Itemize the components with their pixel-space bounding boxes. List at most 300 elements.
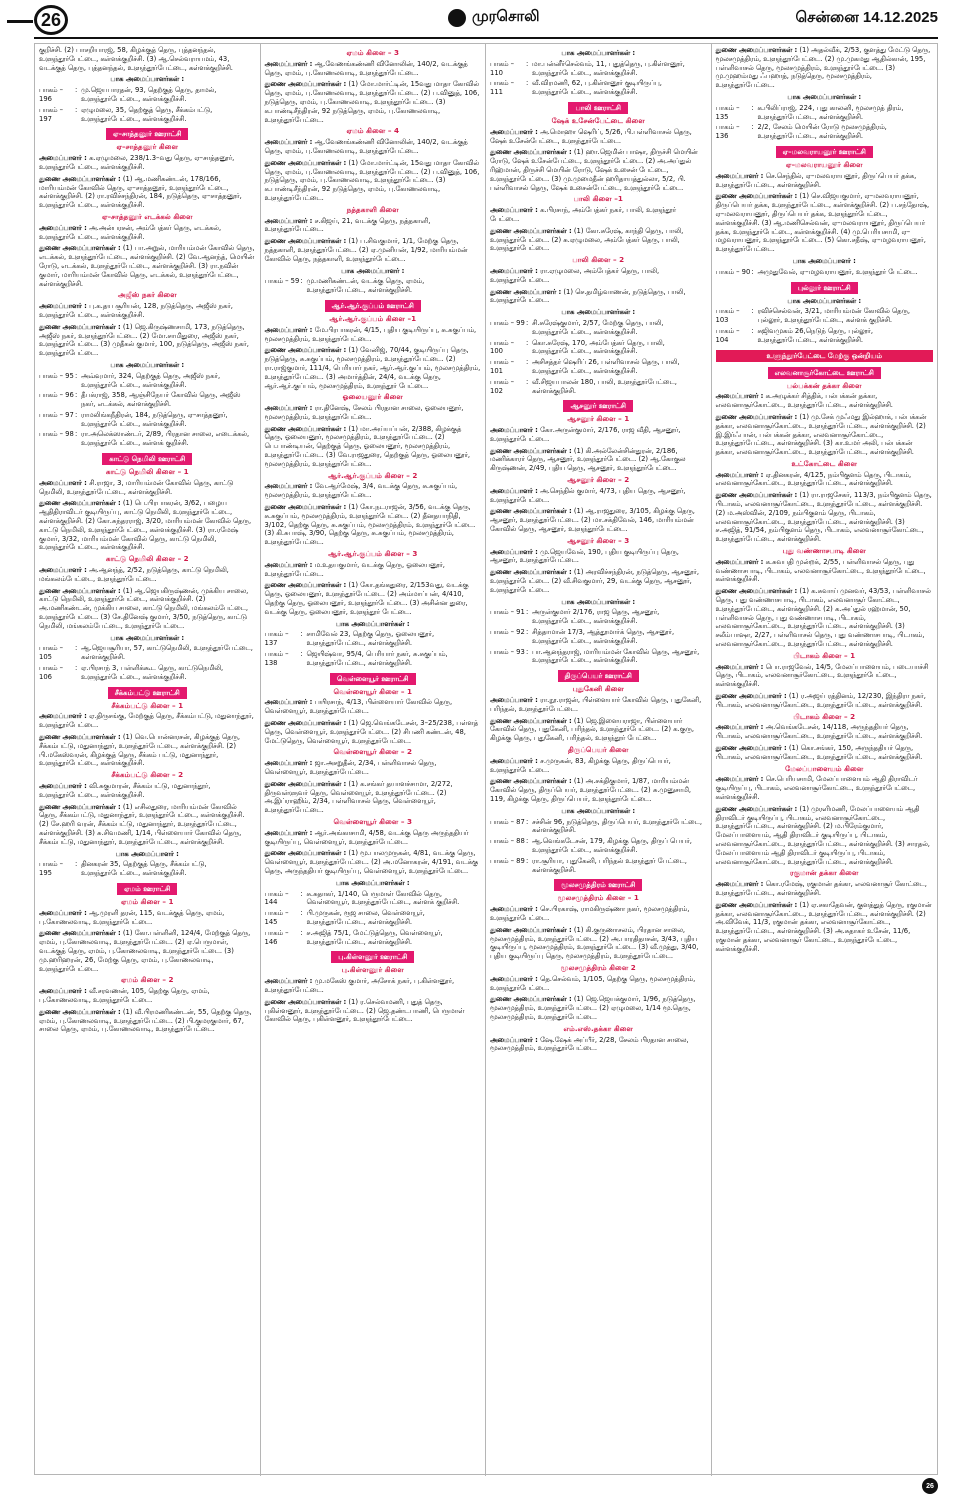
colon-separator: : <box>751 267 754 276</box>
booth-number: பாகம் – 91 <box>490 608 525 617</box>
panchayat-heading: ஏ–மலவராயனூர் ஊராட்சி <box>776 146 873 158</box>
member-details: (1) க.சங்கர் தயாளச்சாமா, 2/272, திருவள்ளுவர் தெரு, வெள்ளையூர், உளுந்தூர்பேட்டை. (2) அ.இப்ராஹிம், 2/34, பள்ளிவாசல் தெரு, வெள்ளையூர், உளுந்தூர்பேட்டை. <box>264 779 453 815</box>
booth-number: பாகம் – 111 <box>490 79 514 97</box>
member-details: (1) கோ.நடராஜன், 3/56, வடக்கு தெரு, சு.சுகுப்பம், மூலசமுத்திரம், உளுந்தூர்பேட்டை. (2) தீனதயாநிதி, 3/102, தெற்கு தெரு, சு.சுகுப்பம், மூலசமுத்திரம், உளுந்தூர்பேட்டை. (3) கி.சுபாஷ், 3/90, தெற்கு தெரு, சு.சுகுப்பம், மூலசமுத்திரம், உளுந்தூர்பேட்டை. <box>264 503 476 547</box>
member-details: அ.மொஹா ஷெரிப், 5/26, பி.பள்ளிவாசல் தெரு, ஷேக் உசேன்பேட்டை, உளுந்தூர்பேட்டை. <box>490 127 692 145</box>
member-details: பொ.ராஜவேல், 14/5, மேலப்பாளையம், படையாச்சி தெரு, பிடாகம், எலவனாசூர்கோட்டை, உளுந்தூர்பேட்டை, கள்ளக்குறிச்சி. <box>715 662 929 689</box>
article-columns <box>34 43 938 1475</box>
member-details: பயிரசாந், 4/13, பிள்ளையார் கோவில் தெரு, வெள்ளையூர், உளுந்தூர்பேட்டை. <box>264 698 453 716</box>
city-date: சென்னை 14.12.2025 <box>795 9 938 26</box>
branch-heading: பிடாகம் கிளை – 1 <box>793 650 856 660</box>
role-label: அமைப்பாளர் : <box>39 478 87 487</box>
role-label: அமைப்பாளர் : <box>490 974 538 983</box>
booth-number: பாகம் – 136 <box>715 123 740 141</box>
branch-heading: வெள்ளையூர் கிளை – 1 <box>333 686 412 696</box>
role-label: அமைப்பாளர் : <box>490 905 538 914</box>
branch-heading: திருப்பெயர் கிளை <box>568 745 629 754</box>
booth-organiser: மு.மணிகண்டன், வடக்கு தெரு, ஏமம், உளுந்தூர்பேட்டை, கள்ளக்குறிச்சி. <box>306 277 425 295</box>
member-details: (1) கொ.சங்கர், 150, அருந்ததியர் தெரு, பிடாகம், எலவனாசூர்கோட்டை, உளுந்தூர்பேட்டை, கள்ளக்குறிச்சி. <box>715 744 923 761</box>
member-entry <box>716 775 934 801</box>
role-label: துணை அமைப்பாளர்கள் : <box>39 1007 121 1016</box>
member-entry <box>716 558 934 584</box>
member-entry <box>39 46 256 72</box>
role-label: துணை அமைப்பாளர்கள் : <box>264 849 347 858</box>
colon-separator: : <box>526 837 529 846</box>
member-details: வீ.சரவணன், 105, தெற்கு தெரு, ஏமம், பு.கோணலவாடி, உளுந்தூர்பேட்டை. <box>39 987 210 1004</box>
colon-separator: : <box>75 860 78 869</box>
booth-number: பாகம் – 110 <box>490 59 514 77</box>
role-label: அமைப்பாளர் : <box>39 908 87 917</box>
member-entry <box>265 159 482 203</box>
role-label: துணை அமைப்பாளர்கள் : <box>39 802 121 811</box>
booth-organiser: சுஜிவமுகம் 26,நெடுந் தெரு, புல்லூர், உளுந்தூர்பேட்டை, கள்ளக்குறிச்சி. <box>757 326 873 344</box>
booth-entry <box>490 378 707 396</box>
branch-heading: ஓலையனூர் கிளை <box>342 392 403 402</box>
member-entry <box>716 663 934 689</box>
booth-organiser: ச.அஜித் 75/1, மேட்டுத்தெரு, வெள்ளையூர், உளுந்தூர்பேட்டை, கள்ளக்குறிச்சி. <box>306 928 443 946</box>
member-entry <box>39 929 256 973</box>
member-details: (1) ஏ.சகாதேவன், குளத்துத் தெரு, ரகுமான் தக்கா, எலவனாசூர்கோட்டை, உளுந்தூர்பேட்டை, கள்ளக்குறிச்சி. (2) அ.விவேக், 11/3, ரகுமான் தக்கா, எலவனாசூர்கோட்டை, உளுந்தூர்பேட்டை, கள்ளக்குறிச்சி. (3) அ.சுதாகர் உசேன், 11/6, ரகுமான் தக்கா, எலவனாசூர் கோட்டை, உளுந்தூர்பேட்டை, கள்ளக்குறிச்சி. <box>715 900 932 953</box>
member-entry <box>265 998 482 1024</box>
role-label: அமைப்பாளர் : <box>715 880 764 889</box>
booth-number: பாகம் – 146 <box>264 928 289 946</box>
colon-separator: : <box>526 817 529 826</box>
booth-entry <box>490 60 707 78</box>
member-entry <box>716 471 934 489</box>
colon-separator: : <box>526 377 529 386</box>
member-details: ம.உதயகுமார், வடக்கு தெரு, ஓலையனூர், உளுந்தூர்பேட்டை. <box>264 560 445 578</box>
colon-separator: : <box>300 630 303 639</box>
role-label: துணை அமைப்பாளர்கள் : <box>715 900 798 909</box>
member-details: செ.பிரகாஷ், ராமகிருஷ்ணா நகர், மூலசமுத்திரம், உளுந்தூர்பேட்டை. <box>490 905 690 922</box>
member-entry <box>39 175 256 210</box>
booth-organiser: கொ.சுரேஷ், 170, அம்பேத்கர் தெரு, பாலி, உளுந்தூர்பேட்டை, கள்ளக்குறிச்சி. <box>532 338 665 356</box>
branch-heading: ஆர்.ஆர்.குப்பம் கிளை – 3 <box>328 549 418 559</box>
booth-number: பாகம் – 90 <box>715 267 751 276</box>
booth-number: பாகம் – 102 <box>490 377 514 395</box>
member-details: மு.ஜெயவேல், 190, புதிய குடியிருப்பு தெரு, ஆசனூர், உளுந்தூர்பேட்டை. <box>490 547 679 565</box>
booth-organiser: அருள்குமார் 2/176, ராஜ தெரு, ஆசனூர், உளுந்தூர்பேட்டை, கள்ளக்குறிச்சி. <box>532 608 660 626</box>
colon-separator: : <box>526 358 529 367</box>
booth-entry <box>490 628 707 646</box>
member-details: (1) மு.சேக் முஃமது இல்ஹாக், பல்பக்கன் தக்கா, எலவனாசூர்கோட்டை, உளுந்தூர்பேட்டை, கள்ளக்குறிச்சி. (2) இ.இர்ஃபான், பல்பக்கன் தக்கா, எலவனாசூர்கோட்டை, உளுந்தூர்பேட்டை, கள்ளக்குறிச்சி. (3) கா.உமர் அலி, பல்பக்கன் தக்கா, எலவனாசூர்கோட்டை, உளுந்தூர்பேட்டை, கள்ளக்குறிச்சி. <box>715 412 927 457</box>
booth-entry <box>39 664 256 682</box>
booth-organiser: சித்தாமான் 17/3, ஆத்தூமார்க் தெரு, ஆசனூர், உளுந்தூர்பேட்டை, கள்ளக்குறிச்சி. <box>532 628 675 645</box>
member-details: (1) அ.சக்திகுமார், 1/87, மாரியம்மன் கோவில் தெரு, திருப்பெயர், உளுந்தூர்பேட்டை. (2) சு.முனுசாமி, 119, கிழக்கு தெரு, திருப்பெயர், உளுந்தூர்பேட்டை. <box>490 777 692 803</box>
member-details: க.பிரசாந், அம்பேத்கர் நகர், பாலி, உளுந்தூர் பேட்டை. <box>490 206 677 223</box>
member-entry <box>39 323 256 358</box>
panchayat-heading: ஆசனூர் ஊராட்சி <box>563 400 633 412</box>
colon-separator: : <box>75 664 78 673</box>
role-label: அமைப்பாளர் : <box>715 662 764 671</box>
booth-entry <box>39 411 256 429</box>
booth-entry <box>39 644 256 662</box>
member-entry <box>265 503 482 547</box>
member-entry <box>265 60 482 78</box>
booth-entry <box>490 339 707 357</box>
role-label: துணை அமைப்பாளர்கள் : <box>490 148 572 157</box>
member-details: ஆ.முரளி தரன், 115, வடக்குத் தெரு, ஏமம், பு.கோணலவாடி, உளுந்தூர்பேட்டை. <box>39 908 225 926</box>
member-details: ஷே.ஷேக் அப்பீர், 2/28, சேலம் பிரதான சாலை, மூலசமுத்திரம், உளுந்தூர்பேட்டை. <box>490 1035 689 1053</box>
branch-heading: காட்டு நெமிலி கிளை – 2 <box>105 554 189 564</box>
panchayat-heading: மூலசமுத்திரம் ஊராட்சி <box>554 879 642 891</box>
branch-heading: காட்டு நெமிலி கிளை – 1 <box>105 467 189 477</box>
section-label: பாக அமைப்பாளர்கள் : <box>561 308 636 317</box>
member-details: ரா.தினேஷ், சேலம் பிரதான சாலை, ஓலையனூர், மூலசமுத்திரம், உளுந்தூர்பேட்டை. <box>264 404 464 421</box>
booth-number: பாகம் – 95 <box>39 371 74 380</box>
role-label: அமைப்பாளர் : <box>715 392 764 401</box>
colon-separator: : <box>526 59 529 68</box>
booth-number: பாகம் – 101 <box>490 358 514 375</box>
role-label: அமைப்பாளர் : <box>264 482 313 491</box>
member-entry <box>490 757 707 775</box>
role-label: அமைப்பாளர் : <box>39 223 87 232</box>
role-label: துணை அமைப்பாளர்கள் : <box>490 568 572 577</box>
colon-separator: : <box>300 277 303 286</box>
booth-number: பாகம் – 87 <box>490 817 525 826</box>
role-label: அமைப்பாளர் : <box>490 426 538 435</box>
member-entry <box>265 759 482 777</box>
member-entry <box>716 46 934 90</box>
member-entry <box>490 206 707 224</box>
member-entry <box>716 192 934 254</box>
booth-organiser: அவ்வுமார், 324, தெற்குத் தெரு, அஜீஸ் நகர், உளுந்தூர்பேட்டை, கள்ளக்குறிச்சி. <box>81 371 221 389</box>
member-entry <box>265 80 482 124</box>
booth-organiser: பி.முருகன், ரூஜ சாலை, வெள்ளையூர், உளுந்தூர்பேட்டை, கள்ளக்குறிச்சி. <box>306 909 425 926</box>
role-label: துணை அமைப்பாளர்கள் : <box>264 237 347 246</box>
role-label: அமைப்பாளர் : <box>264 560 313 569</box>
member-details: தெ.செல்வம், 1/105, தெற்கு தெரு, மூலசமுத்திரம், உளுந்தூர்பேட்டை. <box>490 974 696 992</box>
member-details: (1) ஆ.ராஜதுரை, 3/105, கிழக்கு தெரு, ஆசனூர், உளுந்தூர்பேட்டை. (2) மா.சக்திவேல், 146, மாரியம்மன் கோவில் தெரு, ஆசனூர், உளுந்தூர்பேட்டை. <box>490 507 695 534</box>
branch-heading: மேலப்பாளையம் கிளை <box>785 763 864 773</box>
branch-heading: உட்கோட்டை கிளை <box>791 458 858 468</box>
member-details: ரா.ஏழுமலை, அம்பேத்கர் தெரு, பாலி, உளுந்தூர்பேட்டை. <box>490 266 660 284</box>
booth-entry <box>716 123 934 141</box>
member-details: (1) ஆ.மணிகண்டன், 178/166, மாரியம்மன் கோவில் தெரு, ஏ–சாத்தனூர், உளுந்தூர்பேட்டை, கள்ளக்குறிச்சி. (2) ரா.ரவிச்சந்திரன், 184, நடுத்தெரு, ஏ–சாத்தனூர், உளுந்தூர்பேட்டை, கள்ளக்குறிச்சி. <box>39 174 242 210</box>
booth-entry <box>39 430 256 448</box>
member-entry <box>490 1036 707 1054</box>
role-label: துணை அமைப்பாளர்கள் : <box>490 777 572 786</box>
booth-number: பாகம் – 59 <box>264 277 300 286</box>
member-details: வி.சுகுமாரன், சீக்கம்பட்டு, மதுனாந்தூர், உளுந்தூர்பேட்டை, கள்ளக்குறிச்சி. <box>39 781 211 799</box>
role-label: துணை அமைப்பாளர்கள் : <box>490 507 572 516</box>
member-details: மே.பிரபாகரன், 4/15, புதிய குடியிருப்பு, சு.சுகுப்பம், மூலசமுத்திரம், உளுந்தூர்பேட்டை. <box>264 325 477 343</box>
role-label: துணை அமைப்பாளர்கள் : <box>715 192 798 201</box>
role-label: அமைப்பாளர் : <box>264 977 313 986</box>
colon-separator: : <box>526 79 529 88</box>
branch-heading: புதுகேனி கிளை <box>572 684 625 694</box>
branch-heading: ஆசனூர் கிளை – 1 <box>567 414 630 424</box>
booth-organiser: அசிசத்தர் ஷெரிப் 26, பள்ளிவாசல் தெரு, பாலி, உளுந்தூர்பேட்டை, கள்ளக்குறிச்சி. <box>532 358 680 375</box>
section-label: பாக அமைப்பாளர்கள் : <box>335 878 410 887</box>
colon-separator: : <box>75 105 78 114</box>
booth-number: பாகம் – 96 <box>39 391 74 400</box>
booth-entry <box>265 909 482 927</box>
booth-entry <box>39 860 256 878</box>
booth-organiser: ஏழுமலை, 35, தெற்குத் தெரு, சீக்கம்பட்டு, உளுந்தூர்பேட்டை, கள்ளக்குறிச்சி. <box>81 105 213 123</box>
booth-organiser: சச்சின் 96, நடுத்தெரு, திருப்பெயர், உளுந்தூர்பேட்டை, கள்ளக்குறிச்சி. <box>532 817 703 835</box>
role-label: துணை அமைப்பாளர்கள் : <box>715 804 798 813</box>
member-entry <box>39 587 256 631</box>
role-label: துணை அமைப்பாளர்கள் : <box>264 80 347 89</box>
role-label: துணை அமைப்பாளர்கள் : <box>715 491 798 500</box>
role-label: துணை அமைப்பாளர்கள் : <box>39 499 121 508</box>
member-entry <box>490 128 707 146</box>
booth-entry <box>39 372 256 390</box>
branch-heading: ஆர்.ஆர்.குப்பம் கிளை – 2 <box>328 470 418 480</box>
member-entry <box>716 491 934 544</box>
member-entry <box>39 909 256 927</box>
member-entry <box>490 447 707 473</box>
column-3 <box>486 44 712 1476</box>
booth-organiser: வீ.விரமணி, 62, பு.கிள்ளனூர் குடியிருப்பு, உளுந்தூர்பேட்டை, கள்ளக்குறிச்சி. <box>532 79 662 97</box>
member-entry <box>265 404 482 422</box>
colon-separator: : <box>526 647 529 656</box>
member-details: ஆ.வேணங்கண்ணி வினோலின், 140/2, வடக்குத் தெரு, ஏமம், பு.கோணலவாடி, உளுந்தூர்பேட்டை. <box>264 59 468 77</box>
member-entry <box>490 487 707 505</box>
booth-organiser: 2/2, சேலம் மெயின் ரோடு மூலசமுத்திரம், உளுந்தூர்பேட்டை, கள்ளக்குறிச்சி. <box>757 123 887 141</box>
branch-heading: ஆர்.ஆர்.குப்பம் கிளை –1 <box>329 313 417 323</box>
branch-heading: ஏ–சாத்தனூர் கிளை <box>116 142 179 152</box>
member-details: (1) ஜெ.இளையராஜா, பிள்ளையார் கோவில் தெரு, புதுகேனி, பரிந்தல், உளுந்தூர்பேட்டை. (2) க.குரு, கிழக்கு தெரு, புதுகேனி, பரிந்தல், உளுந்தூர் பேட்டை. <box>490 716 695 743</box>
role-label: துணை அமைப்பாளர் : <box>490 287 562 296</box>
member-details: அ.வெங்கடேசன், 14/118, அருந்ததியர் தெரு, பிடாகம், எலவனாசூர்கோட்டை, உளுந்தூர்பேட்டை, கள்ளக்குறிச்சி. <box>715 723 923 741</box>
branch-heading: ஏமம் கிளை – 3 <box>346 48 399 57</box>
booth-number: பாகம் – 196 <box>39 86 63 103</box>
role-label: துணை அமைப்பாளர்கள் : <box>264 581 347 590</box>
role-label: துணை அமைப்பாளர் : <box>715 692 787 701</box>
panchayat-heading: ஏமம் ஊராட்சி <box>117 883 177 895</box>
colon-separator: : <box>751 103 754 112</box>
booth-organiser: சு.சுதாகர், 1/140, பெருமாள் கோவில் தெரு, வெள்ளையூர், உளுந்தூர்பேட்டை, கள்ளக் குறிச்சி. <box>306 889 460 907</box>
member-entry <box>716 723 934 741</box>
branch-heading: ஏமம் கிளை – 1 <box>121 896 174 906</box>
branch-heading: ஆசனூர் கிளை – 3 <box>567 535 630 545</box>
role-label: துணை அமைப்பாளர்கள் : <box>39 322 121 331</box>
member-details: (1) பா.அறுல், மாரியம்மன் கோவில் தெரு, எடக்கல், உளுந்தூர்பேட்டை, கள்ளக்குறிச்சி. (2) வே.ஆனந்த், மெயின் ரோடு, எடக்கல், உளுந்தூர்பேட்டை, கள்ளக்குறிச்சி. (3) ரா.நவின் குமார், மாரியம்மன் கோவில் தெரு, எடக்கல், உளுந்தூர்பேட்டை, கள்ளக்குறிச்சி. <box>39 244 255 288</box>
colon-separator: : <box>526 856 529 865</box>
booth-organiser: ரா.அலெக்ஸாண்டர், 2/89, பிரதான சாலை, எடைக்கல், உளுந்தூர்பேட்டை, கள்ளக் குறிச்சி. <box>81 430 250 448</box>
column-2 <box>261 44 487 1476</box>
panchayat-heading: எலவனாசூர்கோட்டை ஊராட்சி <box>768 367 881 379</box>
booth-entry <box>490 857 707 875</box>
booth-entry <box>490 358 707 376</box>
colon-separator: : <box>300 909 303 918</box>
role-label: துணை அமைப்பாளர்கள் : <box>490 716 572 725</box>
section-label: பாக அமைப்பாளர்கள் : <box>787 92 862 101</box>
footer-page-number: 26 <box>922 1478 938 1494</box>
booth-number: பாகம் – 99 <box>490 318 525 327</box>
booth-organiser: மா.பன்னீர்செல்வம், 11, புதுத்தெரு, பு.கிள்ளனூர், உளுந்தூர்பேட்டை, கள்ளக்குறிச்சி. <box>532 59 685 77</box>
role-label: அமைப்பாளர் : <box>264 828 313 837</box>
booth-entry <box>39 391 256 409</box>
booth-number: பாகம் – 97 <box>39 410 74 419</box>
member-entry <box>39 987 256 1005</box>
member-details: ச.கிஜய், 21, வடக்கு தெரு, நத்தகாளி, உளுந்தூர்பேட்டை. <box>264 216 431 234</box>
colon-separator: : <box>526 628 529 637</box>
member-entry <box>39 712 256 730</box>
role-label: அமைப்பாளர் : <box>490 486 538 495</box>
role-label: அமைப்பாளர் : <box>39 302 87 311</box>
member-details: (1) கோ.சுரேஷ், காந்தி தெரு, பாலி, உளுந்தூர்பேட்டை. (2) சு.ஏழுமலை, அம்பேத்கர் தெரு, பாலி, உளுந்தூர்பேட்டை. <box>490 226 684 253</box>
booth-organiser: தீபக்ராஜ், 358, ஆஞ்சிநேயர் கோவில் தெரு, அஜீஸ் நகர், எடக்கல், கள்ளக்குறிச்சி. <box>81 391 241 409</box>
member-details: (1) ஜெ.வெங்கடேசன், 3–25/238, பள்ளத் தெரு, வெள்ளையூர், உளுந்தூர்பேட்டை. (2) சிபணி கண்டன், 48, மேட்டுதெரு, வெள்ளையூர், உளுந்தூர்பேட்டை. <box>264 719 479 745</box>
member-entry <box>265 698 482 716</box>
branch-heading: ஆசனூர் கிளை – 2 <box>567 475 630 485</box>
branch-heading: ஏ–மலவராயனூர் கிளை <box>785 159 863 169</box>
booth-number: பாகம் – 104 <box>715 326 740 344</box>
role-label: அமைப்பாளர் : <box>39 781 87 790</box>
member-details: (1) கி.அல்லேன்சின்துரன், 2/186, மணிக்காரர் தெரு, ஆசனூர், உளுந்தூர்பேட்டை. (2) ஆ.கோகுல கிருஷ்ணன், 2/49, புதிய தெரு, ஆசனூர், உளுந்தூர்பேட்டை. <box>490 446 686 473</box>
member-entry <box>39 566 256 584</box>
member-details: (1) வெ.பொன்னரசன், கிழக்குத் தெரு, சீக்கம்பட்டு, மதுனாந்தூர், உளுந்தூர்பேட்டை, கள்ளக்குறிச்சி. (2) பி.மகேஸ்வரன், கிழக்குத் தெரு, சீக்கம் பட்டு, மதுனாந்தூர், உளுந்தூர்பேட்டை, கள்ளக்குறிச்சி. <box>39 733 241 768</box>
member-details: (1) ஜெ.ஜெயக்குமார், 1/96, நடுத்தெரு, மூலசமுத்திரம், உளுந்தூர்பேட்டை. (2) ஏழுமலை, 1/14 மூ.தெரு, மூலசமுத்திரம், உளுந்தூர்பேட்டை. <box>490 995 696 1021</box>
role-label: அமைப்பாளர் : <box>490 127 538 136</box>
member-details: கோ.அருள்குமார், 2/176, ராஜ வீதி, ஆசனூர், உளுந்தூர்பேட்டை. <box>490 426 681 443</box>
section-label: பாக அமைப்பாளர்கள் : <box>110 75 185 84</box>
member-entry <box>490 777 707 803</box>
role-label: துணை அமைப்பாளர்கள் : <box>264 779 347 788</box>
role-label: அமைப்பாளர் : <box>490 756 538 765</box>
booth-organiser: ஏ.பிரசாந் 3, பள்ளிக்கூட தெரு, காட்டுநெமிலி, உளுந்தூர்பேட்டை, கள்ளக்குறிச்சி. <box>81 664 224 681</box>
member-entry <box>39 1008 256 1034</box>
member-details: (1) வீ.பிரமணிகண்டன், 55, தெற்கு தெரு, ஏமம், பு.கோணலவாடி, உளுந்தூர்பேட்டை. (2) பி.குமரகுமார், 67, சாலை தெரு, ஏமம், பு.கோணலவாடி, உளுந்தூர்பேட்டை. <box>39 1007 252 1034</box>
booth-number: பாகம் – 100 <box>490 338 514 356</box>
booth-entry <box>490 79 707 97</box>
member-entry <box>716 413 934 457</box>
colon-separator: : <box>751 326 754 335</box>
member-details: கொ.ரமேஷ், ரகுமான் தக்கா, எலவனாசூர் கோட்டை, உளுந்தூர்பேட்டை, கள்ளக்குறிச்சி. <box>715 880 927 897</box>
booth-organiser: சி.சுரேஷ்குமார், 2/57, மேற்கு தெரு, பாலி, உளுந்தூர்பேட்டை, கள்ளக்குறிச்சி. <box>532 318 664 336</box>
role-label: துணை அமைப்பாளர்கள் : <box>490 226 572 235</box>
member-details: (1) ஹா.ஜெமின் பாஷா, திருச்சி மெயின் ரோடு, ஷேக் உசேன்பேட்டை, உளுந்தூர்பேட்டை. (2) அ.அப்துல் ரிஹ்மான், திருச்சி மெயின் ரோடு, ஷேக் உசைன் பேட்டை, உளுந்தூர்பேட்டை. (3) மு.முமைதீன் ஹரிதாயத்துல்லா, 5/2, பி. பள்ளிவாசல் தெரு, ஷேக் உசைன்பேட்டை, உளுந்தூர்பேட்டை. <box>490 148 698 192</box>
booth-entry <box>39 106 256 124</box>
member-details: (1) மோ.மார்ட்டின், 15வது மாதா கோவில் தெரு, ஏமம், பு.கோணலவாடி, உளுந்தூர்பேட்டை. (2) ப.வினுத், 106, நடுத்தெரு, ஏமம், பு.கோணலவாடி, உளுந்தூர்பேட்டை. (3) க.பாண்டிசீந்திரன், 92 நடுத்தெரு, ஏமம், பு.கோணலவாடி, உளுந்தூர்பேட்டை. <box>264 80 480 124</box>
member-details: (1) அரவிச்சந்திரன், நடுத்தெரு, ஆசனூர், உளுந்தூர்பேட்டை. (2) வீ.சிவகுமார், 29, வடக்கு தெரு, ஆசனூர், உளுந்தூர்பேட்டை. <box>490 568 699 594</box>
member-entry <box>490 568 707 594</box>
member-entry <box>265 849 482 875</box>
role-label: அமைப்பாளர் : <box>39 154 87 163</box>
colon-separator: : <box>300 650 303 659</box>
member-entry <box>39 302 256 320</box>
booth-organiser: பா.ஆனந்தராஜ், மாரியம்மன் கோவில் தெரு, ஆசனூர், உளுந்தூர்பேட்டை, கள்ளக்குறிச்சி. <box>532 647 700 665</box>
branch-heading: ரகுமான் தக்கா கிளை <box>790 868 859 878</box>
booth-organiser: ரவிச்செல்வன், 3/21, மாரியம்மன் கோவில் தெரு, புல்லூர், உளுந்தூர்பேட்டை, கள்ளக் குறிச்சி. <box>757 307 911 325</box>
member-entry <box>490 975 707 993</box>
header-rule <box>34 37 938 39</box>
member-entry <box>716 901 934 954</box>
role-label: துணை அமைப்பாளர்கள் : <box>490 446 572 455</box>
booth-organiser: ரா.சூரியா, புதுகேனி, பரிந்தல் உளுந்தூர் பேட்டை, கள்ளக்குறிச்சி. <box>532 856 687 874</box>
member-details: (1) ஜெ.கிருஷ்ணசாமி, 173, நடுத்தெரு, அஜீஸ் நகர், உளுந்தூர்பேட்டை. (2) மோ.சாமிதுரை, அஜீஸ் நகர், உளுந்தூர்பேட்டை. (3) முதீகல் குமார், 100, நடுத்தெரு, அஜீஸ் நகர், உளுந்தூர்பேட்டை. <box>39 322 249 358</box>
branch-heading: பாலி கிளை – 2 <box>572 255 625 265</box>
branch-heading: பல்பக்கன் தக்கா கிளை <box>786 380 862 390</box>
role-label: துணை அமைப்பாளர்கள் : <box>264 424 347 433</box>
section-label: பாக அமைப்பாளர்கள் : <box>561 806 636 815</box>
role-label: அமைப்பாளர் : <box>490 696 538 705</box>
column-1 <box>35 44 261 1476</box>
member-details: ஜா.அசறுதீன், 2/34, பள்ளிவாசல் தெரு, வெள்ளையூர், உளுந்தூர்பேட்டை. <box>264 759 437 776</box>
role-label: அமைப்பாளர் : <box>490 266 538 275</box>
member-entry <box>265 138 482 156</box>
booth-number: பாகம் – 135 <box>715 103 740 121</box>
member-entry <box>265 561 482 579</box>
section-label: பாக அமைப்பாளர்கள் : <box>335 619 410 628</box>
booth-number: பாகம் – 195 <box>39 860 63 878</box>
role-label: அமைப்பாளர் : <box>715 557 764 566</box>
role-label: அமைப்பாளர் : <box>264 325 313 334</box>
branch-heading: அஜீஸ் நகர் கிளை <box>117 290 177 300</box>
member-details: (1) பெ.பிரபாகரன், 3/62, பழைய ஆதிதிராவிடர் குடியிருப்பு, காட்டு நெமிலி, உளுந்தூர்பேட்டை, கள்ளக்குறிச்சி. (2) கோ.சுந்தரராஜ், 3/20, மாரியம்மன் கோவில் தெரு, காட்டு நெமிலி, உளுந்தூர்பேட்டை, கள்ளக்குறிச்சி. (3) ரா.ரமேஷ் குமார், 3/32, மாரியம்மன் கோவில் தெரு, காட்டு நெமிலி, உளுந்தூர்பேட்டை, கள்ளக்குறிச்சி. <box>39 499 252 552</box>
member-entry <box>490 148 707 192</box>
role-label: அமைப்பாளர் : <box>264 216 313 225</box>
booth-entry <box>490 608 707 626</box>
booth-entry <box>39 86 256 104</box>
member-details: அ.ஆனந்த், 2/52, நடுத்தெரு, காட்டு நெமிலி, மங்கலம்பேட்டை, உளுந்தூர்பேட்டை. <box>39 566 229 583</box>
member-entry <box>265 217 482 235</box>
role-label: துணை அமைப்பாளர்கள் : <box>264 346 347 355</box>
panchayat-heading: பு.கிள்ளனூர் ஊராட்சி <box>331 951 414 963</box>
panchayat-heading: சீக்கம்பட்டு ஊராட்சி <box>108 687 187 699</box>
member-entry <box>265 581 482 616</box>
masthead <box>0 0 972 40</box>
branch-heading: பிடாகம் கிளை – 2 <box>793 711 856 721</box>
role-label: துணை அமைப்பாளர்கள் : <box>490 995 572 1004</box>
role-label: அமைப்பாளர் : <box>264 59 313 68</box>
colon-separator: : <box>75 644 78 653</box>
colon-separator: : <box>526 338 529 347</box>
branch-heading: புது வண்ணாசபாடி கிளை <box>782 546 866 556</box>
role-label: துணை அமைப்பாளர்கள் : <box>264 997 347 1006</box>
booth-entry <box>490 319 707 337</box>
booth-number: பாகம் – 137 <box>264 630 289 648</box>
member-entry <box>716 744 934 762</box>
booth-entry <box>265 650 482 668</box>
member-entry <box>265 977 482 995</box>
panchayat-heading: ஏ–சாத்தனூர் ஊராட்சி <box>106 128 188 140</box>
member-details: ஆ.வேணங்கண்ணி வினோலின், 140/2, வடக்குத் தெரு, ஏமம், பு.கோணலவாடி, உளுந்தூர்பேட்டை. <box>264 138 468 155</box>
booth-number: பாகம் – 106 <box>39 664 63 681</box>
member-entry <box>490 288 707 306</box>
colon-separator: : <box>526 608 529 617</box>
role-label: அமைப்பாளர் : <box>39 566 87 575</box>
member-details: ஏ.திருசங்கு, மேற்குத் தெரு, சீக்கம்பட்டு, மதுனாந்தூர், உளுந்தூர்பேட்டை. <box>39 712 254 730</box>
booth-number: பாகம் – 105 <box>39 644 63 662</box>
branch-heading: மூலசமுத்திரம் கிளை – 1 <box>557 893 639 903</box>
role-label: துணை அமைப்பாளர்கள் : <box>264 158 347 167</box>
section-label: பாக அமைப்பாளர்கள் : <box>110 633 185 642</box>
member-details: அ.அன்பரசன், அம்பேத்கர் தெரு, எடக்கல், உளுந்தூர்பேட்டை, கள்ளக்குறிச்சி. <box>39 223 222 241</box>
member-entry <box>490 995 707 1021</box>
member-entry <box>490 548 707 566</box>
colon-separator: : <box>75 86 78 95</box>
member-details: செ.செந்தில், ஏ–மலவராயனூர், திருப்பெயர் தக்க, உளுந்தூர்பேட்டை, கள்ளக்குறிச்சி. <box>715 171 917 189</box>
member-details: (1) ரா.ராஜசேகர், 113/3, நம்பிகுளம் தெரு, பிடாகம், எலவனாசூர்கோட்டை, உளுந்தூர்பேட்டை, கள்ளக்குறிச்சி. (2) ம.அஸ்வின், 2/109, நம்பிகுளம் தெரு, பிடாகம், எலவனாசூர்கோட்டை, உளுந்தூர்பேட்டை, கள்ளக்குறிச்சி. (3) ச.அஜித், 91/54, நம்பிகுளம் தெரு, பிடாகம், எலவனாசூர்கோட்டை, உளுந்தூர்பேட்டை, கள்ளக்குறிச்சி. <box>715 491 932 544</box>
role-label: துணை அமைப்பாளர்கள் : <box>39 929 121 938</box>
member-entry <box>490 507 707 533</box>
booth-entry <box>265 929 482 947</box>
role-label: துணை அமைப்பாளர்கள் : <box>264 503 347 512</box>
member-details: (1) செ.தமிழ்வாணன், நடுத்தெரு, பாலி, உளுந்தூர்பேட்டை. <box>490 287 686 305</box>
booth-organiser: வீ.சிஜயபாலன் 180, பாலி, உளுந்தூர்பேட்டை, கள்ளக்குறிச்சி. <box>532 377 677 395</box>
member-details: குறிச்சி. (2) பாசறியாரஜ், 58, கிழக்குத் தெரு, புத்தனந்தல், உளுந்தூர்பேட்டை, கள்ளக்குறிச்சி. (3) ஆ.செல்வராயமம், 43, வடக்குத் தெரு, புத்தனந்தல், உளுந்தூர்பேட்டை, கள்ளக்குறிச்சி. <box>39 46 233 72</box>
role-label: துணை அமைப்பாளர் : <box>715 744 787 752</box>
member-details: (1) செ.விஜயகுமார், ஏ–மலவராயனூர், திருப்பெயர் தக்க, உளுந்தூர்பேட்டை, கள்ளக்குறிச்சி. (2) ப.சந்தோஷ், ஏ–மலவராயனூர், திருப்பெயர் தக்க, உளுந்தூர்பேட்டை, கள்ளக்குறிச்சி. (3) ஆ.மணிசெல்வன், ஏ–மலவராயனூர், திருப்பெயர் தக்க, உளுந்தூர்பேட்டை, கள்ளக்குறிச்சி. (4) மு.பெரியசாமி, ஏ–மழவராயனூர், உளுந்தூர்பேட்டை. (5) கொ.சதீஷ், ஏ–மழவராயனூர், உளுந்தூர்பேட்டை. <box>715 192 930 254</box>
section-label: பாக அமைப்பாளர் : <box>341 266 405 275</box>
booth-entry <box>716 268 934 277</box>
branch-heading: வெள்ளையூர் கிளை – 3 <box>333 816 412 826</box>
branch-heading: நத்தகாளி கிளை <box>346 204 399 214</box>
